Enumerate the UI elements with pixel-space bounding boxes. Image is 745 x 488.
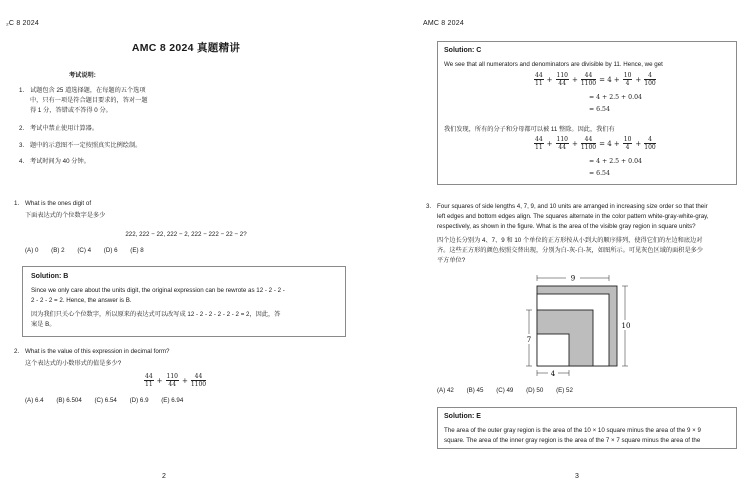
solution-3-line-1: The area of the outer gray region is the area of the 10 × 10 square minus the area of the 9 × 9: [444, 427, 701, 434]
instruction-1-line-1: 试题包含 25 道选择题，在每题的五个选项: [30, 87, 146, 94]
option-b[interactable]: (B) 45: [466, 387, 484, 394]
solution-3-box: [437, 407, 737, 449]
question-1-text: What is the ones digit of: [25, 200, 92, 207]
question-3-line-3: respectively, as shown in the figure. What is the area of the visible gray region in square units?: [437, 223, 696, 230]
question-3-number: 3.: [426, 203, 432, 210]
solution-1-zh-line-1: 因为我们只关心个位数字，所以原来的表达式可以改写成 12 - 2 - 2 - 2 - 2 - 2 = 2，因此，答: [31, 311, 281, 318]
question-3-line-2: left edges and bottom edges align. The squares alternate in the color pattern white-gray-white-gray,: [437, 213, 709, 220]
question-3-zh-line-2: 齐。这些正方形的颜色按照交替出现，分别为白-灰-白-灰，如图所示。可见灰色区域的面积是多少: [437, 247, 704, 254]
solution-2-text: We see that all numerators and denominators are divisible by 11. Hence, we get: [444, 61, 663, 68]
option-d[interactable]: (D) 6: [103, 247, 118, 254]
label-right: 10: [621, 322, 631, 330]
label-top: 9: [570, 274, 576, 283]
instruction-4-number: 4.: [19, 158, 25, 165]
square-4-white: [537, 334, 569, 366]
page-header: AMC 8 2024: [423, 20, 464, 27]
instruction-2-line-1: 考试中禁止使用计算器。: [30, 125, 99, 132]
option-e[interactable]: (E) 8: [130, 247, 144, 254]
page-title: AMC 8 2024 真题精讲: [131, 42, 241, 54]
option-b[interactable]: (B) 2: [51, 247, 65, 254]
question-3-zh-line-3: 平方单位?: [437, 257, 466, 264]
instruction-1-line-2: 中，只有一项是符合题目要求的，答对一题: [30, 97, 148, 104]
question-1-zh: 下面表达式的个位数字是多少: [25, 212, 106, 219]
option-c[interactable]: (C) 6.54: [94, 397, 117, 404]
instruction-3-line-1: 题中的示意图不一定按照真实比例绘制。: [30, 142, 142, 149]
question-2-number: 2.: [14, 348, 20, 355]
question-2-expression: $\frac{44}{11}$ + $\frac{110}{44}$ + $\frac{44}{1100}$: [145, 373, 207, 388]
option-a[interactable]: (A) 6.4: [25, 397, 44, 404]
solution-2-title: Solution: C: [444, 47, 482, 54]
option-a[interactable]: (A) 0: [25, 247, 39, 254]
squares-figure: [505, 268, 635, 380]
instruction-3-number: 3.: [19, 142, 25, 149]
question-1-number: 1.: [14, 200, 20, 207]
instructions-heading: 考试说明:: [69, 72, 96, 79]
question-2-zh: 这个表达式的小数形式的值是多少?: [25, 360, 122, 367]
solution-3-title: Solution: E: [444, 413, 481, 420]
option-b[interactable]: (B) 6.504: [56, 397, 82, 404]
question-1-expression: 222, 222 − 22, 222 − 2, 222 − 222 − 22 − 2?: [125, 231, 247, 238]
option-d[interactable]: (D) 6.9: [129, 397, 149, 404]
solution-1-zh-line-2: 案是 B。: [31, 321, 56, 328]
solution-2-equation: $\frac{44}{11}$ + $\frac{110}{44}$ + $\frac{44}{1100}$ = 4 + $\frac{10}{4}$ + $\frac{4}{100}$: [535, 72, 656, 87]
page-number: 2: [162, 473, 166, 480]
solution-2-step-2: = 4 + 2.5 + 0.04: [589, 94, 642, 101]
page-header: ₂C 8 2024: [6, 20, 39, 27]
solution-1-line-2: 2 - 2 - 2 = 2. Hence, the answer is B.: [31, 297, 132, 304]
solution-2-zh: 我们发现，所有的分子和分母都可以被 11 整除。因此，我们有: [444, 126, 615, 133]
label-bottom: 4: [550, 370, 556, 378]
solution-1-line-1: Since we only care about the units digit, the original expression can be rewrote as 12 - 2 - 2 -: [31, 287, 285, 294]
solution-2-step-2-repeat: = 4 + 2.5 + 0.04: [589, 158, 642, 165]
option-a[interactable]: (A) 42: [437, 387, 454, 394]
question-3-zh-line-1: 四个边长分别为 4、7、9 和 10 个单位的正方形按从小到大的顺序排列，使得它们的左边和底边对: [437, 237, 703, 244]
instruction-4-line-1: 考试时间为 40 分钟。: [30, 158, 90, 165]
instruction-2-number: 2.: [19, 125, 25, 132]
label-left: 7: [526, 336, 532, 344]
page-number: 3: [575, 473, 579, 480]
solution-2-equation-repeat: $\frac{44}{11}$ + $\frac{110}{44}$ + $\frac{44}{1100}$ = 4 + $\frac{10}{4}$ + $\frac{4}{100}$: [535, 136, 656, 151]
option-e[interactable]: (E) 6.94: [161, 397, 184, 404]
solution-1-title: Solution: B: [31, 273, 69, 280]
solution-2-box: [437, 41, 737, 185]
left-page: [0, 0, 372, 488]
option-e[interactable]: (E) 52: [556, 387, 573, 394]
question-2-options: [25, 396, 194, 405]
instruction-1-number: 1.: [19, 87, 25, 94]
solution-1-box: [22, 266, 346, 337]
right-page: [373, 0, 745, 488]
question-1-options: [25, 246, 155, 255]
question-3-options: [437, 386, 584, 395]
option-c[interactable]: (C) 49: [496, 387, 514, 394]
instruction-1-line-3: 得 1 分，答错或不答得 0 分。: [30, 107, 112, 114]
option-c[interactable]: (C) 4: [77, 247, 92, 254]
solution-2-step-3: = 6.54: [589, 106, 610, 113]
solution-2-step-3-repeat: = 6.54: [589, 170, 610, 177]
option-d[interactable]: (D) 50: [526, 387, 544, 394]
question-2-text: What is the value of this expression in decimal form?: [25, 348, 170, 355]
question-3-line-1: Four squares of side lengths 4, 7, 9, and 10 units are arranged in increasing size order so that their: [437, 203, 708, 210]
solution-3-line-2: square. The area of the inner gray region is the area of the 7 × 7 square minus the area of the: [444, 437, 701, 444]
